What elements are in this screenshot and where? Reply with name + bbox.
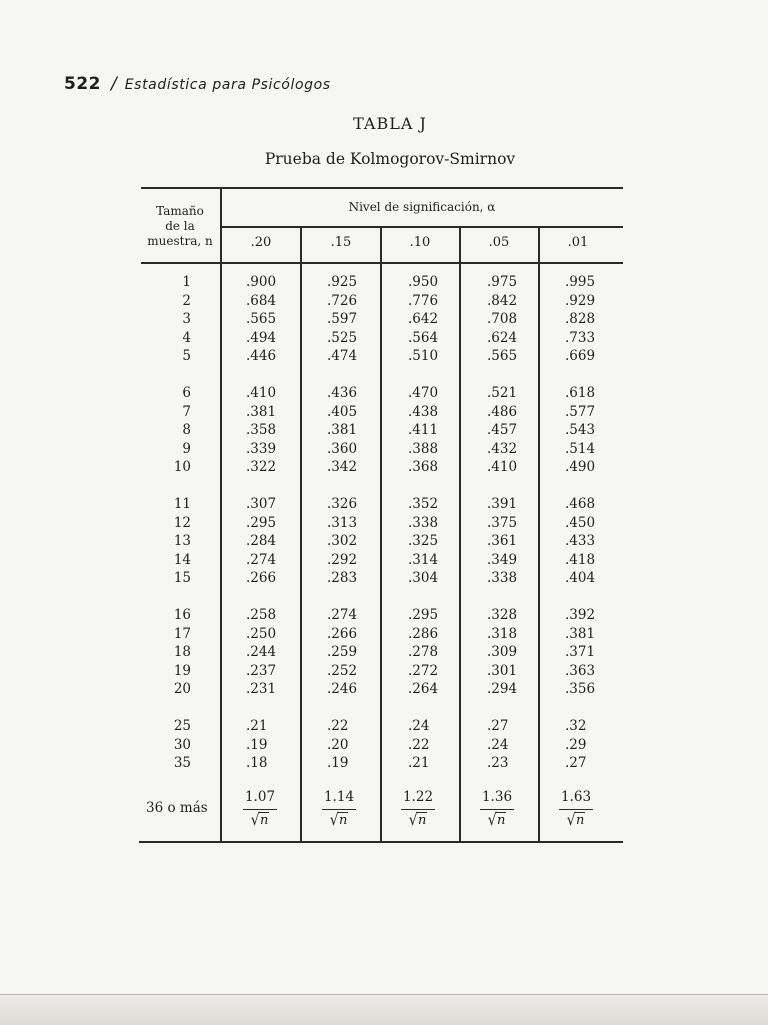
critical-value-cell: .388 bbox=[408, 440, 439, 457]
fraction-numerator: 1.14 bbox=[323, 789, 355, 805]
critical-value-cell: .284 bbox=[246, 533, 277, 550]
critical-value-cell: .597 bbox=[327, 311, 358, 328]
critical-value-cell: .360 bbox=[327, 440, 358, 457]
critical-value-cell: .486 bbox=[487, 403, 518, 420]
table-top-rule bbox=[141, 187, 623, 189]
radicand: n bbox=[338, 813, 348, 828]
critical-value-cell: .642 bbox=[408, 311, 439, 328]
critical-value-cell: .259 bbox=[327, 644, 358, 661]
critical-value-cell: .975 bbox=[487, 274, 518, 290]
critical-value-cell: .325 bbox=[408, 533, 439, 550]
sample-size-cell: 35 bbox=[173, 755, 191, 772]
critical-value-cell: .18 bbox=[246, 755, 268, 772]
critical-value-cell: .494 bbox=[246, 329, 277, 346]
critical-value-cell: .322 bbox=[246, 459, 277, 476]
critical-value-cell: .301 bbox=[487, 662, 518, 679]
critical-value-cell: .418 bbox=[565, 551, 596, 568]
critical-value-cell: .436 bbox=[327, 385, 358, 401]
sample-size-cell: 4 bbox=[182, 329, 191, 346]
critical-value-group bbox=[487, 273, 517, 366]
sample-size-cell: 6 bbox=[182, 385, 191, 401]
critical-value-group bbox=[327, 717, 348, 773]
critical-value-group bbox=[327, 495, 357, 588]
critical-value-cell: .438 bbox=[408, 403, 439, 420]
sample-size-cell: 5 bbox=[182, 348, 191, 365]
sample-size-group bbox=[141, 717, 191, 773]
critical-value-group bbox=[246, 717, 267, 773]
fraction-denominator bbox=[551, 813, 601, 828]
sample-size-cell: 20 bbox=[173, 681, 191, 698]
sample-size-cell: 7 bbox=[182, 403, 191, 420]
critical-value-cell: .446 bbox=[246, 348, 277, 365]
sample-size-cell: 9 bbox=[182, 440, 191, 457]
critical-value-cell: .22 bbox=[327, 718, 349, 734]
fraction-numerator: 1.07 bbox=[244, 789, 276, 805]
critical-value-cell: .776 bbox=[408, 292, 439, 309]
critical-value-cell: .684 bbox=[246, 292, 277, 309]
critical-value-group bbox=[408, 384, 438, 477]
radicand: n bbox=[496, 813, 506, 828]
critical-value-cell: .27 bbox=[487, 718, 509, 734]
column-divider bbox=[380, 227, 382, 841]
critical-value-cell: .565 bbox=[246, 311, 277, 328]
critical-value-cell: .900 bbox=[246, 274, 277, 290]
critical-value-cell: .295 bbox=[246, 514, 277, 531]
square-root-icon: √ bbox=[566, 811, 576, 830]
critical-value-cell: .368 bbox=[408, 459, 439, 476]
critical-value-cell: .565 bbox=[487, 348, 518, 365]
stub-header-line bbox=[140, 234, 220, 249]
column-divider bbox=[220, 188, 222, 841]
critical-value-group bbox=[565, 717, 586, 773]
square-root-icon: √ bbox=[250, 811, 260, 830]
critical-value-cell: .411 bbox=[408, 422, 439, 439]
critical-value-cell: .828 bbox=[565, 311, 596, 328]
critical-value-cell: .244 bbox=[246, 644, 277, 661]
critical-value-cell: .618 bbox=[565, 385, 596, 401]
sample-size-cell: 18 bbox=[173, 644, 191, 661]
critical-value-cell: .929 bbox=[565, 292, 596, 309]
critical-value-cell: .252 bbox=[327, 662, 358, 679]
alpha-header: .05 bbox=[488, 235, 510, 250]
critical-value-group bbox=[246, 606, 276, 699]
fraction-bar bbox=[559, 809, 593, 810]
page-number: 522 bbox=[64, 74, 101, 94]
sample-size-cell: 8 bbox=[182, 422, 191, 439]
critical-value-cell: .22 bbox=[408, 736, 430, 753]
table-subtitle: Prueba de Kolmogorov-Smirnov bbox=[264, 150, 516, 168]
critical-value-cell: .292 bbox=[327, 551, 358, 568]
stub-header-line: Tamaño bbox=[156, 204, 204, 218]
column-divider bbox=[300, 227, 302, 841]
critical-value-cell: .313 bbox=[327, 514, 358, 531]
sample-size-cell: 14 bbox=[173, 551, 191, 568]
sample-size-cell: 3 bbox=[182, 311, 191, 328]
critical-value-cell: .307 bbox=[246, 496, 277, 512]
fraction-numerator: 1.22 bbox=[402, 789, 434, 805]
critical-value-cell: .521 bbox=[487, 385, 518, 401]
critical-value-cell: .543 bbox=[565, 422, 596, 439]
critical-value-cell: .342 bbox=[327, 459, 358, 476]
sample-size-cell: 17 bbox=[173, 625, 191, 642]
critical-value-cell: .404 bbox=[565, 570, 596, 587]
critical-value-cell: .375 bbox=[487, 514, 518, 531]
fraction-denominator bbox=[393, 813, 443, 828]
sample-size-cell: 1 bbox=[182, 274, 191, 290]
critical-value-group bbox=[327, 384, 357, 477]
column-divider bbox=[538, 227, 540, 841]
critical-value-cell: .21 bbox=[408, 755, 430, 772]
critical-value-cell: .231 bbox=[246, 681, 277, 698]
fraction-denominator bbox=[314, 813, 364, 828]
critical-value-group bbox=[565, 384, 595, 477]
critical-value-cell: .27 bbox=[565, 755, 587, 772]
critical-value-cell: .250 bbox=[246, 625, 277, 642]
sample-size-cell: 19 bbox=[173, 662, 191, 679]
sample-size-cell: 2 bbox=[182, 292, 191, 309]
radicand: n bbox=[417, 813, 427, 828]
page-edge bbox=[0, 994, 768, 1025]
sample-size-group bbox=[141, 495, 191, 588]
fraction-numerator: 1.63 bbox=[560, 789, 592, 805]
square-root-icon: √ bbox=[329, 811, 339, 830]
table-title: TABLA J bbox=[353, 114, 427, 133]
critical-value-cell: .352 bbox=[408, 496, 439, 512]
critical-value-cell: .24 bbox=[487, 736, 509, 753]
critical-value-cell: .286 bbox=[408, 625, 439, 642]
critical-value-cell: .274 bbox=[327, 607, 358, 623]
stub-header-line-text: muestra, n bbox=[147, 234, 213, 248]
critical-value-group bbox=[246, 495, 276, 588]
running-header bbox=[64, 74, 331, 94]
critical-value-cell: .23 bbox=[487, 755, 509, 772]
critical-value-cell: .338 bbox=[408, 514, 439, 531]
critical-value-cell: .474 bbox=[327, 348, 358, 365]
critical-value-cell: .295 bbox=[408, 607, 439, 623]
critical-value-group bbox=[487, 717, 508, 773]
critical-value-cell: .577 bbox=[565, 403, 596, 420]
critical-value-cell: .405 bbox=[327, 403, 358, 420]
critical-value-group bbox=[408, 606, 438, 699]
critical-value-cell: .338 bbox=[487, 570, 518, 587]
critical-value-group bbox=[246, 273, 276, 366]
critical-value-cell: .294 bbox=[487, 681, 518, 698]
critical-value-cell: .669 bbox=[565, 348, 596, 365]
table-bottom-rule bbox=[139, 841, 623, 843]
critical-value-cell: .29 bbox=[565, 736, 587, 753]
fraction-bar bbox=[401, 809, 435, 810]
critical-value-cell: .32 bbox=[565, 718, 587, 734]
critical-value-cell: .349 bbox=[487, 551, 518, 568]
critical-value-group bbox=[565, 606, 595, 699]
critical-value-cell: .21 bbox=[246, 718, 268, 734]
critical-value-cell: .24 bbox=[408, 718, 430, 734]
asymptotic-fraction bbox=[551, 789, 601, 828]
critical-value-cell: .328 bbox=[487, 607, 518, 623]
critical-value-group bbox=[327, 273, 357, 366]
significance-level-header: Nivel de significación, α bbox=[348, 200, 496, 214]
alpha-header: .10 bbox=[409, 235, 431, 250]
critical-value-cell: .356 bbox=[565, 681, 596, 698]
critical-value-cell: .20 bbox=[327, 736, 349, 753]
asymptotic-fraction bbox=[314, 789, 364, 828]
critical-value-cell: .733 bbox=[565, 329, 596, 346]
critical-value-group bbox=[565, 273, 595, 366]
critical-value-group bbox=[408, 717, 429, 773]
critical-value-cell: .266 bbox=[246, 570, 277, 587]
critical-value-cell: .490 bbox=[565, 459, 596, 476]
sample-size-cell: 30 bbox=[173, 736, 191, 753]
sample-size-group bbox=[141, 384, 191, 477]
critical-value-cell: .450 bbox=[565, 514, 596, 531]
fraction-denominator bbox=[235, 813, 285, 828]
critical-value-cell: .381 bbox=[327, 422, 358, 439]
sample-size-cell: 10 bbox=[173, 459, 191, 476]
square-root-icon: √ bbox=[487, 811, 497, 830]
sample-size-cell: 11 bbox=[173, 496, 191, 512]
asymptotic-fraction bbox=[472, 789, 522, 828]
critical-value-cell: .237 bbox=[246, 662, 277, 679]
critical-value-cell: .950 bbox=[408, 274, 439, 290]
header-bottom-rule bbox=[141, 262, 623, 264]
alpha-header: .20 bbox=[250, 235, 272, 250]
critical-value-cell: .995 bbox=[565, 274, 596, 290]
critical-value-cell: .433 bbox=[565, 533, 596, 550]
fraction-denominator bbox=[472, 813, 522, 828]
square-root-icon: √ bbox=[408, 811, 418, 830]
critical-value-cell: .258 bbox=[246, 607, 277, 623]
critical-value-group bbox=[565, 495, 595, 588]
level-header-rule bbox=[222, 226, 623, 228]
critical-value-cell: .19 bbox=[246, 736, 268, 753]
critical-value-group bbox=[487, 495, 517, 588]
book-title: Estadística para Psicólogos bbox=[124, 77, 331, 93]
critical-value-cell: .318 bbox=[487, 625, 518, 642]
fraction-bar bbox=[243, 809, 277, 810]
critical-value-cell: .564 bbox=[408, 329, 439, 346]
last-row-label: 36 o más bbox=[146, 800, 208, 816]
critical-value-cell: .283 bbox=[327, 570, 358, 587]
sample-size-cell: 25 bbox=[173, 718, 191, 734]
critical-value-cell: .410 bbox=[246, 385, 277, 401]
critical-value-cell: .314 bbox=[408, 551, 439, 568]
critical-value-cell: .381 bbox=[246, 403, 277, 420]
critical-value-cell: .264 bbox=[408, 681, 439, 698]
radicand: n bbox=[259, 813, 269, 828]
sample-size-group bbox=[141, 606, 191, 699]
asymptotic-fraction bbox=[235, 789, 285, 828]
critical-value-cell: .246 bbox=[327, 681, 358, 698]
sample-size-group bbox=[141, 273, 191, 366]
sample-size-cell: 16 bbox=[173, 607, 191, 623]
critical-value-cell: .274 bbox=[246, 551, 277, 568]
critical-value-cell: .410 bbox=[487, 459, 518, 476]
critical-value-cell: .19 bbox=[327, 755, 349, 772]
critical-value-cell: .309 bbox=[487, 644, 518, 661]
critical-value-group bbox=[487, 606, 517, 699]
critical-value-cell: .381 bbox=[565, 625, 596, 642]
critical-value-cell: .525 bbox=[327, 329, 358, 346]
sample-size-cell: 15 bbox=[173, 570, 191, 587]
critical-value-group bbox=[487, 384, 517, 477]
critical-value-cell: .468 bbox=[565, 496, 596, 512]
column-divider bbox=[459, 227, 461, 841]
critical-value-cell: .514 bbox=[565, 440, 596, 457]
sample-size-cell: 12 bbox=[173, 514, 191, 531]
critical-value-cell: .361 bbox=[487, 533, 518, 550]
critical-value-cell: .842 bbox=[487, 292, 518, 309]
critical-value-cell: .339 bbox=[246, 440, 277, 457]
sample-size-header bbox=[140, 204, 220, 249]
critical-value-cell: .391 bbox=[487, 496, 518, 512]
critical-value-cell: .326 bbox=[327, 496, 358, 512]
critical-value-cell: .392 bbox=[565, 607, 596, 623]
fraction-numerator: 1.36 bbox=[481, 789, 513, 805]
critical-value-cell: .272 bbox=[408, 662, 439, 679]
fraction-bar bbox=[480, 809, 514, 810]
header-separator: / bbox=[111, 74, 117, 94]
critical-value-group bbox=[327, 606, 357, 699]
critical-value-cell: .624 bbox=[487, 329, 518, 346]
critical-value-cell: .925 bbox=[327, 274, 358, 290]
critical-value-cell: .457 bbox=[487, 422, 518, 439]
alpha-header: .01 bbox=[567, 235, 589, 250]
fraction-bar bbox=[322, 809, 356, 810]
critical-value-cell: .470 bbox=[408, 385, 439, 401]
critical-value-cell: .510 bbox=[408, 348, 439, 365]
sample-size-cell: 13 bbox=[173, 533, 191, 550]
critical-value-cell: .302 bbox=[327, 533, 358, 550]
critical-value-cell: .432 bbox=[487, 440, 518, 457]
critical-value-cell: .708 bbox=[487, 311, 518, 328]
critical-value-cell: .726 bbox=[327, 292, 358, 309]
asymptotic-fraction bbox=[393, 789, 443, 828]
critical-value-cell: .363 bbox=[565, 662, 596, 679]
radicand: n bbox=[575, 813, 585, 828]
critical-value-cell: .371 bbox=[565, 644, 596, 661]
critical-value-group bbox=[408, 495, 438, 588]
critical-value-group bbox=[246, 384, 276, 477]
critical-value-cell: .358 bbox=[246, 422, 277, 439]
alpha-header: .15 bbox=[330, 235, 352, 250]
stub-header-line: de la bbox=[165, 219, 195, 233]
critical-value-cell: .304 bbox=[408, 570, 439, 587]
critical-value-group bbox=[408, 273, 438, 366]
critical-value-cell: .266 bbox=[327, 625, 358, 642]
critical-value-cell: .278 bbox=[408, 644, 439, 661]
